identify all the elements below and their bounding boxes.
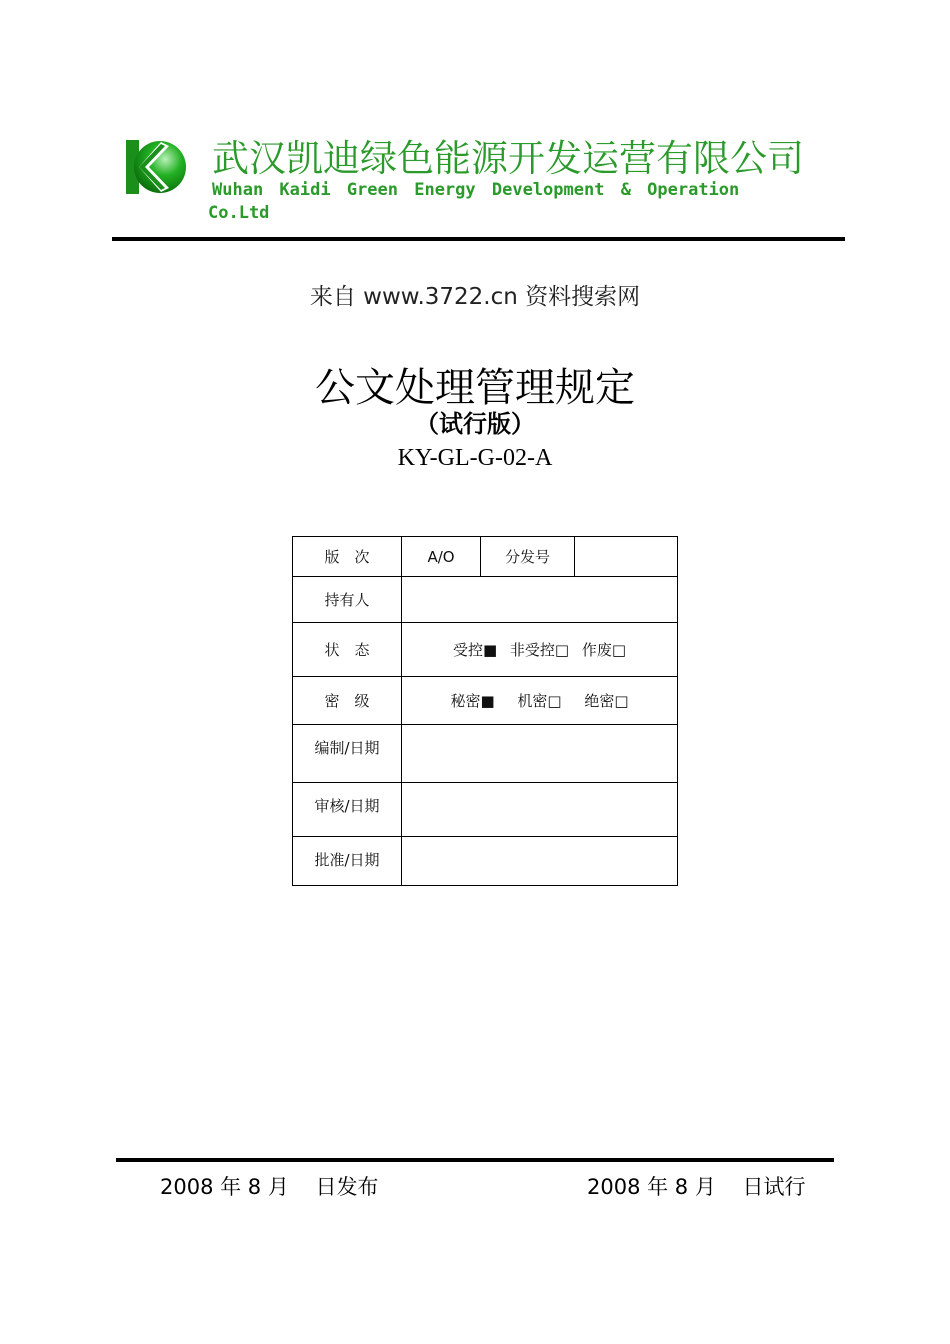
secrecy-secret: 秘密■ [450,692,495,710]
table-row [293,623,678,677]
company-name-cn: 武汉凯迪绿色能源开发运营有限公司 [212,137,804,180]
table-row [293,577,678,623]
approved-value [402,837,678,886]
company-name-en-suffix: Co.Ltd [208,203,270,223]
source-note: 来自 www.3722.cn 资料搜索网 [309,284,641,310]
document-info-table [292,536,678,886]
status-controlled: 受控■ [452,641,498,659]
header-divider [112,237,845,241]
approved-label: 批准/日期 [293,837,402,886]
status-uncontrolled: 非受控□ [509,641,570,659]
table-row [293,537,678,577]
company-name-en: Wuhan Kaidi Green Energy Development & Operation [212,180,740,200]
footer-divider [116,1158,834,1162]
document-code: KY-GL-G-02-A [397,445,553,471]
distribution-value [575,537,678,577]
table-row [293,725,678,783]
secrecy-label: 密 级 [293,677,402,725]
prepared-label: 编制/日期 [293,725,402,783]
version-label: 版 次 [293,537,402,577]
prepared-value [402,725,678,783]
document-title: 公文处理管理规定 [315,365,635,411]
trial-date: 2008 年 8 月 日试行 [587,1175,806,1199]
release-date: 2008 年 8 月 日发布 [160,1175,379,1199]
reviewed-label: 审核/日期 [293,783,402,837]
secrecy-confidential: 机密□ [517,692,562,710]
distribution-label: 分发号 [481,537,575,577]
document-subtitle: （试行版） [415,410,535,438]
secrecy-top-secret: 绝密□ [584,692,629,710]
status-label: 状 态 [293,623,402,677]
table-row [293,783,678,837]
secrecy-options [402,677,678,725]
table-row [293,837,678,886]
status-options [402,623,678,677]
table-row [293,677,678,725]
reviewed-value [402,783,678,837]
holder-label: 持有人 [293,577,402,623]
version-value: A/O [402,537,481,577]
company-logo-icon [125,136,187,198]
holder-value [402,577,678,623]
status-void: 作废□ [581,641,627,659]
